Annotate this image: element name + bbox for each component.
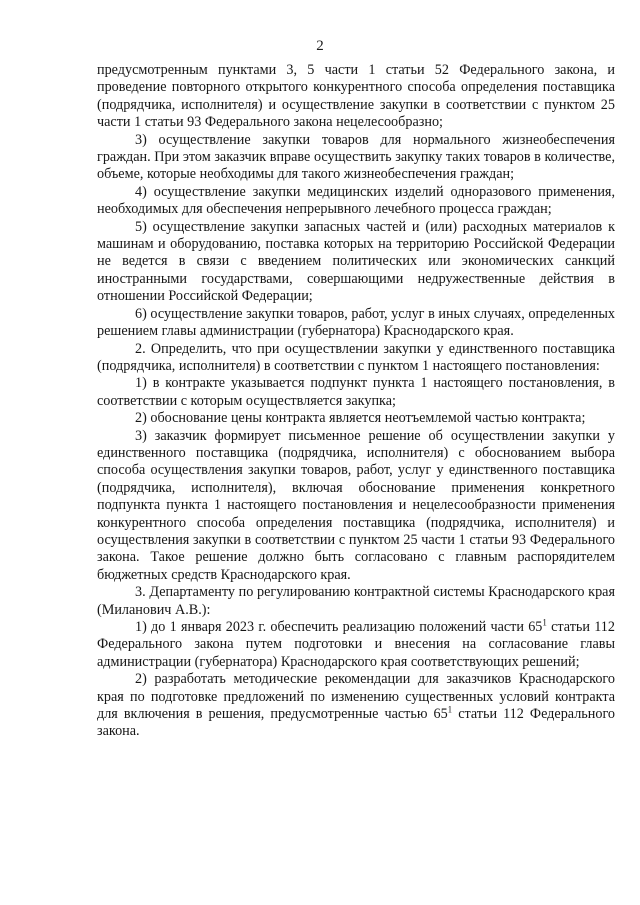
paragraph: 6) осуществление закупки товаров, работ, услуг в иных случаях, определенных решением главы администрации (губернатора) Краснодарского края. bbox=[97, 305, 615, 340]
paragraph: 1) в контракте указывается подпункт пункта 1 настоящего постановления, в соответствии с которым осуществляется закупка; bbox=[97, 375, 615, 409]
paragraph bbox=[97, 671, 615, 741]
text-fragment: 2) разработать методические рекомендации для заказчиков Краснодарского края по подготовке предложений по изменению существенных условий контракта для включения в решения, предусмотренные частью 65 bbox=[97, 671, 615, 723]
paragraph: предусмотренным пунктами 3, 5 части 1 статьи 52 Федерального закона, и проведение повторного открытого конкурентного способа определения поставщика (подрядчика, исполнителя) и осуществление закупки в соответствии с пунктом 25 части 1 статьи 93 Федерального закона нецелесообразно; bbox=[97, 62, 615, 131]
document-body bbox=[97, 62, 615, 741]
paragraph: 3) заказчик формирует письменное решение об осуществлении закупки у единственного поставщика (подрядчика, исполнителя) с обоснованием выбора способа осуществления закупки товаров, работ, услуг у единственного поставщика (подрядчика, исполнителя), включая обоснование применения конкретного подпункта пункта 1 настоящего постановления и нецелесообразности применения конкурентного способа определения поставщика (подрядчика, исполнителя) и осуществления закупки в соответствии с пунктом 25 части 1 статьи 93 Федерального закона. Такое решение должно быть согласовано с главным распорядителем бюджетных средств Краснодарского края. bbox=[97, 427, 615, 583]
text-fragment: статьи 112 Федерального закона путем подготовки и внесения на согласование главы администрации (губернатора) Краснодарского края соответствующих решений; bbox=[97, 619, 615, 670]
paragraph: 2. Определить, что при осуществлении закупки у единственного поставщика (подрядчика, исполнителя) в соответствии с пунктом 1 настоящего постановления: bbox=[97, 340, 615, 374]
superscript: 1 bbox=[447, 704, 453, 715]
superscript: 1 bbox=[542, 617, 547, 628]
paragraph bbox=[97, 619, 615, 671]
paragraph: 3. Департаменту по регулированию контрактной системы Краснодарского края (Миланович А.В.): bbox=[97, 584, 615, 618]
paragraph: 3) осуществление закупки товаров для нормального жизнеобеспечения граждан. При этом заказчик вправе осуществить закупку таких товаров в количестве, объеме, которые необходимы для такого жизнеобеспечения граждан; bbox=[97, 131, 615, 183]
paragraph: 2) обоснование цены контракта является неотъемлемой частью контракта; bbox=[135, 410, 586, 427]
page-number: 2 bbox=[316, 38, 324, 54]
paragraph: 4) осуществление закупки медицинских изделий одноразового применения, необходимых для обеспечения непрерывного лечебного процесса граждан; bbox=[97, 183, 615, 218]
paragraph: 5) осуществление закупки запасных частей и (или) расходных материалов к машинам и оборудованию, поставка которых на территорию Российской Федерации не ведется в связи с введением политических или экономических санкций иностранными государствами, совершающими недружественные действия в отношении Российской Федерации; bbox=[97, 218, 615, 305]
text-fragment: статьи 112 Федерального закона. bbox=[97, 706, 616, 740]
text-fragment: 1) до 1 января 2023 г. обеспечить реализацию положений части 65 bbox=[135, 619, 543, 635]
